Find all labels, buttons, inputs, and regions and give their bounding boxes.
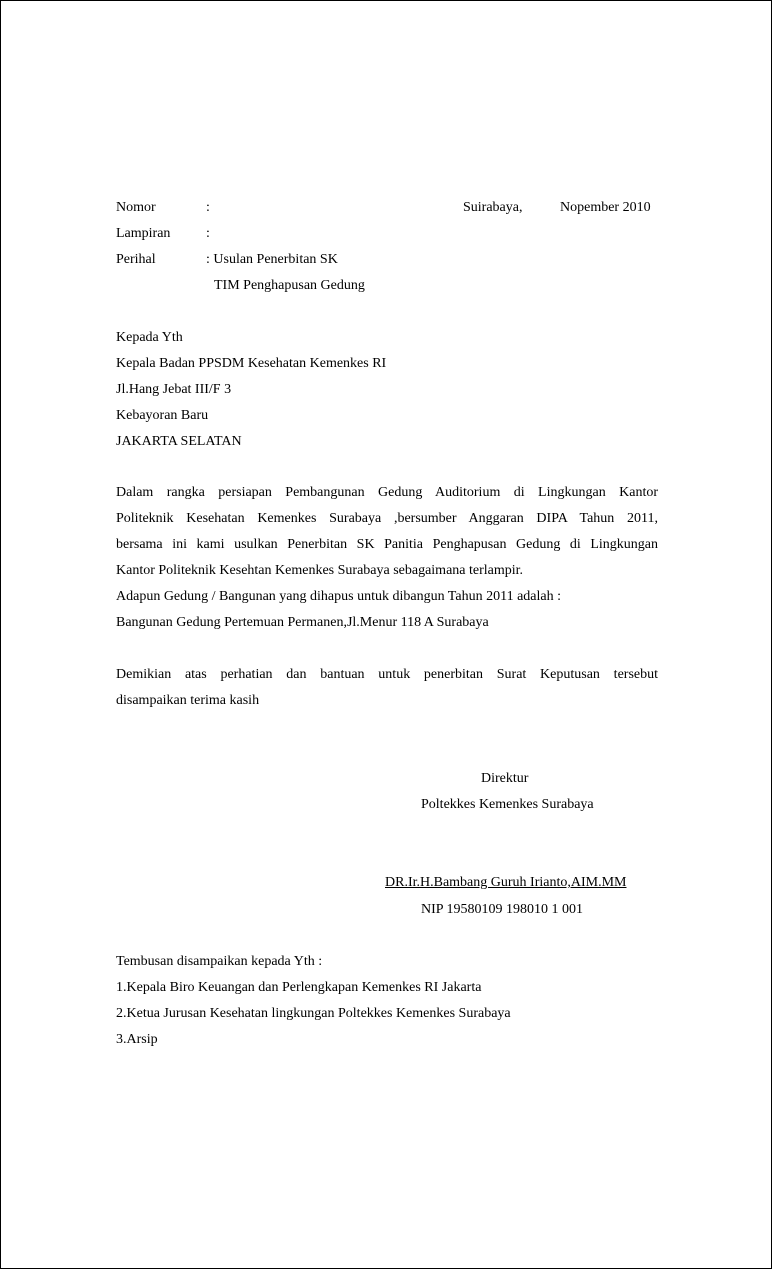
nomor-colon: : xyxy=(206,200,210,215)
signature-nip: NIP 19580109 198010 1 001 xyxy=(421,902,584,917)
recipient-greeting: Kepada Yth xyxy=(116,330,183,345)
signature-name: DR.Ir.H.Bambang Guruh Irianto,AIM.MM xyxy=(385,875,627,890)
perihal-value-line2: TIM Penghapusan Gedung xyxy=(214,278,365,293)
recipient-line3: Kebayoran Baru xyxy=(116,408,209,423)
body-p2-line1: Demikian atas perhatian dan bantuan untuk penerbitan Surat Keputusan tersebut xyxy=(116,667,658,682)
body-p1-line2: Politeknik Kesehatan Kemenkes Surabaya ,bersumber Anggaran DIPA Tahun 2011, xyxy=(116,511,658,526)
signature-org: Poltekkes Kemenkes Surabaya xyxy=(421,797,594,812)
body-paragraph-1 xyxy=(116,480,658,636)
body-p1-line1: Dalam rangka persiapan Pembangunan Gedung Auditorium di Lingkungan Kantor xyxy=(116,485,658,500)
cc-item-1: 1.Kepala Biro Keuangan dan Perlengkapan Kemenkes RI Jakarta xyxy=(116,980,482,995)
recipient-line4: JAKARTA SELATAN xyxy=(116,434,242,449)
body-paragraph-2 xyxy=(116,662,658,714)
body-p2-line2: disampaikan terima kasih xyxy=(116,693,260,708)
recipient-line2: Jl.Hang Jebat III/F 3 xyxy=(116,382,232,397)
letter-place: Suirabaya, xyxy=(463,200,523,215)
signature-title: Direktur xyxy=(481,771,529,786)
perihal-label: Perihal xyxy=(116,252,156,267)
perihal-value-line1: : Usulan Penerbitan SK xyxy=(206,252,338,267)
body-p1-line6: Bangunan Gedung Pertemuan Permanen,Jl.Menur 118 A Surabaya xyxy=(116,615,489,630)
recipient-line1: Kepala Badan PPSDM Kesehatan Kemenkes RI xyxy=(116,356,387,371)
cc-item-2: 2.Ketua Jurusan Kesehatan lingkungan Poltekkes Kemenkes Surabaya xyxy=(116,1006,511,1021)
nomor-label: Nomor xyxy=(116,200,156,215)
lampiran-label: Lampiran xyxy=(116,226,171,241)
lampiran-colon: : xyxy=(206,226,210,241)
body-p1-line4: Kantor Politeknik Kesehtan Kemenkes Surabaya sebagaimana terlampir. xyxy=(116,563,524,578)
cc-item-3: 3.Arsip xyxy=(116,1032,158,1047)
body-p1-line5: Adapun Gedung / Bangunan yang dihapus untuk dibangun Tahun 2011 adalah : xyxy=(116,589,561,604)
letter-date: Nopember 2010 xyxy=(560,200,651,215)
body-p1-line3: bersama ini kami usulkan Penerbitan SK Panitia Penghapusan Gedung di Lingkungan xyxy=(116,537,658,552)
cc-heading: Tembusan disampaikan kepada Yth : xyxy=(116,954,323,969)
